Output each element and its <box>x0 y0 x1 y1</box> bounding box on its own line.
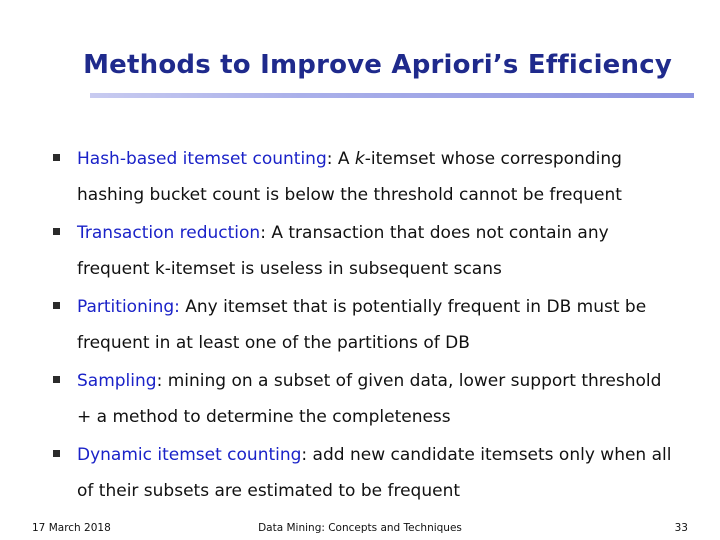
bullet-text <box>77 289 677 361</box>
bullet-rest: : add new candidate itemsets only when all of their subsets are estimated to be frequent <box>77 445 672 501</box>
footer-date: 17 March 2018 <box>32 522 111 534</box>
bullet-term: Transaction reduction <box>77 223 261 243</box>
bullet-text <box>77 215 677 287</box>
bullet-term: Sampling <box>77 371 157 391</box>
bullet-pre: : A <box>326 149 355 169</box>
footer-course: Data Mining: Concepts and Techniques <box>258 522 462 534</box>
bullet-square-icon <box>53 154 60 161</box>
bullet-square-icon <box>53 376 60 383</box>
slide-title: Methods to Improve Apriori’s Efficiency <box>83 50 672 80</box>
bullet-term: Hash-based itemset counting <box>77 149 327 169</box>
list-item <box>50 141 690 215</box>
list-item <box>50 363 690 437</box>
bullet-text <box>77 363 677 435</box>
footer-page-number: 33 <box>674 522 688 534</box>
bullet-square-icon <box>53 228 60 235</box>
list-item <box>50 289 690 363</box>
bullet-term: Partitioning: <box>77 297 180 317</box>
bullet-rest: -itemset whose corresponding hashing bucket count is below the threshold cannot be frequent <box>77 149 622 205</box>
list-item <box>50 437 690 511</box>
bullet-rest: Any itemset that is potentially frequent in DB must be frequent in at least one of the partitions of DB <box>77 297 647 353</box>
title-underline <box>90 93 694 98</box>
bullet-term: Dynamic itemset counting <box>77 445 302 465</box>
bullet-square-icon <box>53 450 60 457</box>
bullet-list <box>50 141 690 511</box>
bullet-square-icon <box>53 302 60 309</box>
bullet-rest: : mining on a subset of given data, lower support threshold + a method to determine the completeness <box>77 371 662 427</box>
bullet-text <box>77 141 677 213</box>
list-item <box>50 215 690 289</box>
bullet-rest: : A transaction that does not contain any frequent k-itemset is useless in subsequent scans <box>77 223 609 279</box>
bullet-italic: k <box>354 149 365 169</box>
bullet-text <box>77 437 677 509</box>
